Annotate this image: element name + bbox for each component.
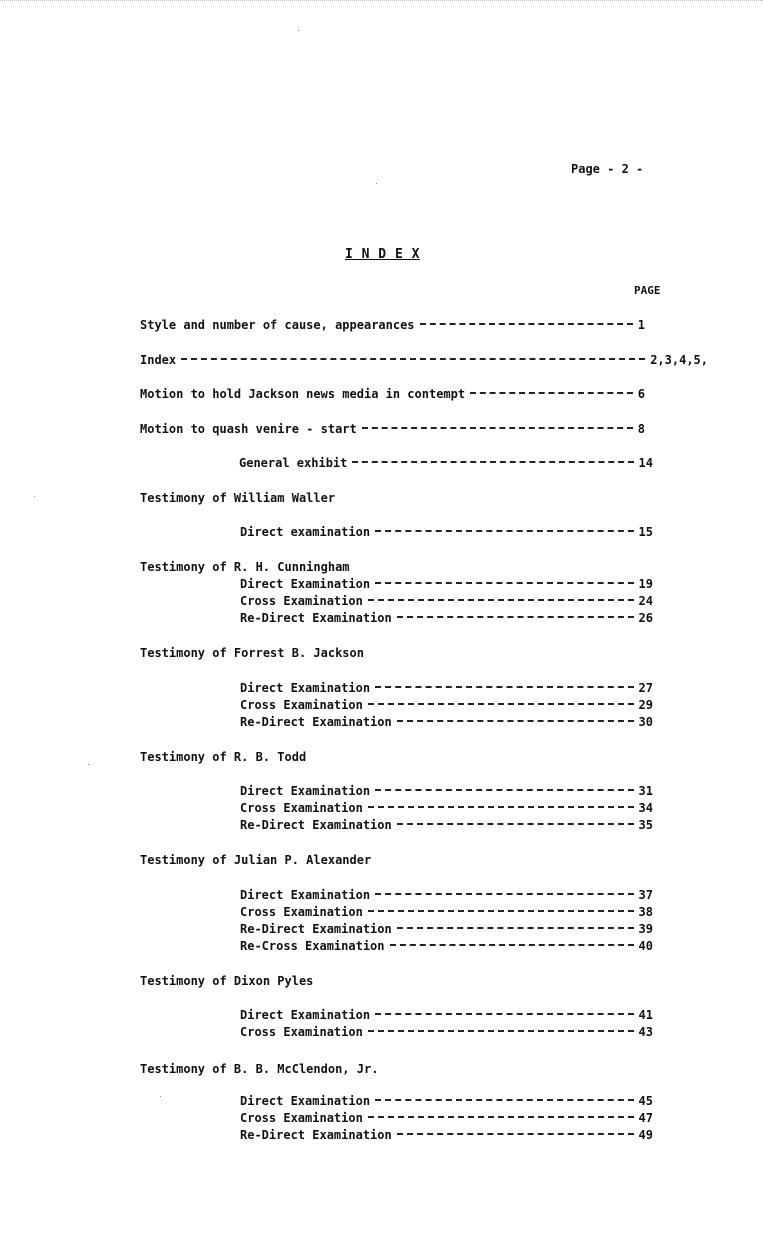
leader-dashes bbox=[375, 686, 634, 688]
testimony-entry bbox=[240, 524, 653, 541]
entry-page: 6 bbox=[637, 387, 645, 401]
testimony-entry bbox=[240, 1110, 653, 1127]
testimony-heading: Testimony of R. B. Todd bbox=[140, 750, 307, 764]
entry-page: 27 bbox=[638, 681, 653, 695]
testimony-entry bbox=[240, 1024, 653, 1041]
entry-page: 15 bbox=[638, 525, 653, 539]
entry-page: 30 bbox=[638, 715, 653, 729]
leader-dashes bbox=[368, 599, 634, 601]
testimony-heading: Testimony of B. B. McClendon, Jr. bbox=[140, 1062, 379, 1076]
entry-label: Re-Direct Examination bbox=[240, 922, 392, 936]
leader-dashes bbox=[368, 910, 634, 912]
leader-dashes bbox=[397, 927, 634, 929]
scan-speck bbox=[160, 1096, 161, 1097]
testimony-entry bbox=[240, 800, 653, 817]
leader-dashes bbox=[352, 461, 633, 463]
leader-dashes bbox=[375, 582, 634, 584]
scan-speck bbox=[34, 496, 35, 497]
leader-dashes bbox=[181, 358, 645, 360]
leader-dashes bbox=[368, 1116, 634, 1118]
testimony-entry bbox=[240, 714, 653, 731]
leader-dashes bbox=[375, 789, 634, 791]
entry-label: Cross Examination bbox=[240, 698, 363, 712]
testimony-entry bbox=[240, 817, 653, 834]
page-top-edge bbox=[0, 0, 763, 1]
leader-dashes bbox=[375, 1099, 634, 1101]
leader-dashes bbox=[420, 323, 633, 325]
leader-dashes bbox=[362, 427, 633, 429]
leader-dashes bbox=[397, 823, 634, 825]
leader-dashes bbox=[375, 1013, 634, 1015]
entry-page: 43 bbox=[638, 1025, 653, 1039]
index-title: I N D E X bbox=[345, 247, 420, 262]
entry-page: 35 bbox=[638, 818, 653, 832]
testimony-entry bbox=[240, 610, 653, 627]
entry-label: Cross Examination bbox=[240, 594, 363, 608]
entry-page: 45 bbox=[638, 1094, 653, 1108]
testimony-entry bbox=[240, 680, 653, 697]
testimony-heading: Testimony of R. H. Cunningham bbox=[140, 560, 350, 574]
testimony-entry bbox=[240, 1093, 653, 1110]
entry-label: Index bbox=[140, 353, 177, 367]
scan-speck bbox=[298, 30, 299, 31]
entry-label: Re-Direct Examination bbox=[240, 611, 392, 625]
entry-page: 1 bbox=[637, 318, 645, 332]
testimony-entry bbox=[240, 887, 653, 904]
entry-label: Re-Cross Examination bbox=[240, 939, 385, 953]
testimony-heading: Testimony of William Waller bbox=[140, 491, 336, 505]
entry-label: Re-Direct Examination bbox=[240, 715, 392, 729]
page-number: Page - 2 - bbox=[571, 162, 644, 176]
entry-label: Cross Examination bbox=[240, 905, 363, 919]
testimony-entry bbox=[240, 904, 653, 921]
entry-page: 41 bbox=[638, 1008, 653, 1022]
entry-label: Motion to quash venire - start bbox=[140, 422, 357, 436]
entry-label: Re-Direct Examination bbox=[240, 818, 392, 832]
page-column-header: PAGE bbox=[634, 284, 661, 297]
testimony-entry bbox=[240, 938, 653, 955]
entry-label: Cross Examination bbox=[240, 1025, 363, 1039]
testimony-heading: Testimony of Julian P. Alexander bbox=[140, 853, 372, 867]
index-entry bbox=[239, 455, 653, 472]
testimony-entry bbox=[240, 921, 653, 938]
entry-label: Motion to hold Jackson news media in contempt bbox=[140, 387, 466, 401]
entry-label: Direct Examination bbox=[240, 681, 371, 695]
entry-label: Cross Examination bbox=[240, 1111, 363, 1125]
testimony-entry bbox=[240, 593, 653, 610]
testimony-entry bbox=[240, 783, 653, 800]
entry-label: Direct Examination bbox=[240, 1008, 371, 1022]
leader-dashes bbox=[368, 1030, 634, 1032]
entry-label: Cross Examination bbox=[240, 801, 363, 815]
entry-page: 8 bbox=[637, 422, 645, 436]
leader-dashes bbox=[375, 893, 634, 895]
entry-page: 14 bbox=[638, 456, 653, 470]
entry-label: Direct Examination bbox=[240, 888, 371, 902]
entry-label: Direct examination bbox=[240, 525, 371, 539]
entry-page: 31 bbox=[638, 784, 653, 798]
entry-page: 19 bbox=[638, 577, 653, 591]
entry-page: 24 bbox=[638, 594, 653, 608]
entry-label: Style and number of cause, appearances bbox=[140, 318, 415, 332]
leader-dashes bbox=[368, 703, 634, 705]
entry-label: Direct Examination bbox=[240, 1094, 371, 1108]
entry-label: General exhibit bbox=[239, 456, 348, 470]
testimony-entry bbox=[240, 1007, 653, 1024]
leader-dashes bbox=[470, 392, 633, 394]
index-entry bbox=[140, 352, 708, 369]
leader-dashes bbox=[397, 1133, 634, 1135]
index-entry bbox=[140, 317, 645, 334]
entry-page: 26 bbox=[638, 611, 653, 625]
entry-page: 47 bbox=[638, 1111, 653, 1125]
testimony-entry bbox=[240, 1127, 653, 1144]
entry-page: 49 bbox=[638, 1128, 653, 1142]
entry-label: Direct Examination bbox=[240, 784, 371, 798]
entry-page: 2,3,4,5, bbox=[650, 353, 708, 367]
entry-page: 38 bbox=[638, 905, 653, 919]
leader-dashes bbox=[375, 530, 634, 532]
leader-dashes bbox=[397, 616, 634, 618]
leader-dashes bbox=[397, 720, 634, 722]
leader-dashes bbox=[368, 806, 634, 808]
index-entry bbox=[140, 421, 645, 438]
entry-page: 29 bbox=[638, 698, 653, 712]
entry-page: 39 bbox=[638, 922, 653, 936]
entry-label: Re-Direct Examination bbox=[240, 1128, 392, 1142]
entry-label: Direct Examination bbox=[240, 577, 371, 591]
testimony-heading: Testimony of Dixon Pyles bbox=[140, 974, 314, 988]
scan-speck bbox=[376, 183, 377, 184]
leader-dashes bbox=[390, 944, 634, 946]
entry-page: 37 bbox=[638, 888, 653, 902]
testimony-entry bbox=[240, 697, 653, 714]
testimony-entry bbox=[240, 576, 653, 593]
scan-speck bbox=[88, 764, 89, 765]
index-entry bbox=[140, 386, 645, 403]
entry-page: 34 bbox=[638, 801, 653, 815]
testimony-heading: Testimony of Forrest B. Jackson bbox=[140, 646, 364, 660]
entry-page: 40 bbox=[638, 939, 653, 953]
